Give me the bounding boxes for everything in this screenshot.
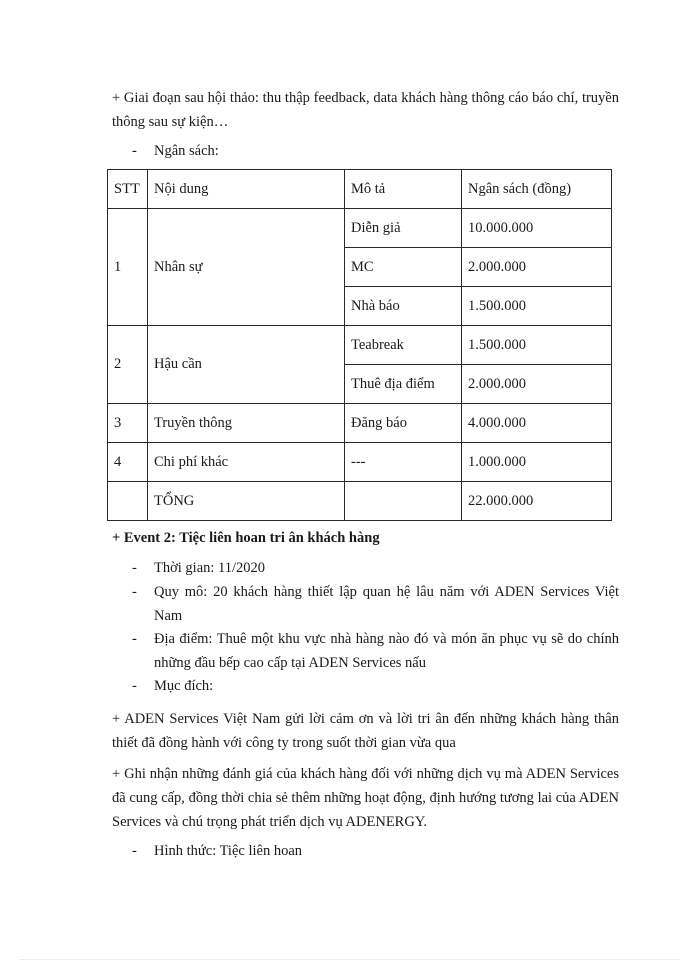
cell-description: Diễn giả [345,209,462,248]
header-budget: Ngân sách (đồng) [462,170,612,209]
purpose-paragraph-2: + Ghi nhận những đánh giá của khách hàng đối với những dịch vụ mà ADEN Services đã cung cấp, đồng thời chia sẻ thêm những hoạt động, định hướng tương lai của ADEN Services và chú trọng phát triển dịch vụ ADENERGY. [112,766,619,830]
table-row [108,326,612,365]
cell-stt: 3 [108,404,148,443]
bullet-purpose [134,674,619,698]
total-label: TỔNG [148,482,345,521]
budget-label: Ngân sách: [154,143,219,159]
bullet-scale [134,580,619,628]
cell-content: Nhân sự [148,209,345,326]
cell-stt: 4 [108,443,148,482]
budget-bullet [134,139,619,163]
bullet-text: Địa điểm: Thuê một khu vực nhà hàng nào đó và món ăn phục vụ sẽ do chính những đầu bếp cao cấp tại ADEN Services nấu [154,631,619,671]
bullet-time [134,556,619,580]
bullet-dash: - [132,678,137,694]
bullet-dash: - [132,143,137,159]
cell-description: Thuê địa điểm [345,365,462,404]
cell-amount: 2.000.000 [462,248,612,287]
cell-amount: 1.500.000 [462,326,612,365]
cell-description-empty [345,482,462,521]
bullet-dash: - [132,560,137,576]
cell-amount: 1.500.000 [462,287,612,326]
cell-stt: 2 [108,326,148,404]
header-content: Nội dung [148,170,345,209]
table-total-row [108,482,612,521]
table-row [108,209,612,248]
bullet-text: Mục đích: [154,678,214,694]
bullet-dash: - [132,843,137,859]
cell-amount: 10.000.000 [462,209,612,248]
budget-table [107,169,612,521]
post-seminar-paragraph: + Giai đoạn sau hội thảo: thu thập feedback, data khách hàng thông cáo báo chí, truyền thông sau sự kiện… [112,90,619,130]
event2-title: + Event 2: Tiệc liên hoan tri ân khách hàng [112,530,380,546]
bullet-text: Hình thức: Tiệc liên hoan [154,843,303,859]
cell-description: Đăng báo [345,404,462,443]
header-description: Mô tả [345,170,462,209]
bullet-location [134,627,619,675]
bullet-dash: - [132,584,137,600]
bullet-text: Quy mô: 20 khách hàng thiết lập quan hệ lâu năm với ADEN Services Việt Nam [154,584,619,624]
cell-amount: 1.000.000 [462,443,612,482]
purpose-paragraph-1: + ADEN Services Việt Nam gửi lời cảm ơn và lời tri ân đến những khách hàng thân thiết đã đồng hành với công ty trong suốt thời gian vừa qua [112,711,619,751]
bullet-form [134,839,619,863]
cell-content: Chi phí khác [148,443,345,482]
cell-amount: 4.000.000 [462,404,612,443]
header-stt: STT [108,170,148,209]
cell-stt-empty [108,482,148,521]
bullet-text: Thời gian: 11/2020 [154,560,266,576]
cell-content: Hậu cần [148,326,345,404]
cell-stt: 1 [108,209,148,326]
table-row [108,443,612,482]
cell-amount: 2.000.000 [462,365,612,404]
cell-description: Nhà báo [345,287,462,326]
cell-description: MC [345,248,462,287]
table-header-row [108,170,612,209]
table-row [108,404,612,443]
bullet-dash: - [132,631,137,647]
cell-content: Truyền thông [148,404,345,443]
total-amount: 22.000.000 [462,482,612,521]
cell-description: --- [345,443,462,482]
cell-description: Teabreak [345,326,462,365]
